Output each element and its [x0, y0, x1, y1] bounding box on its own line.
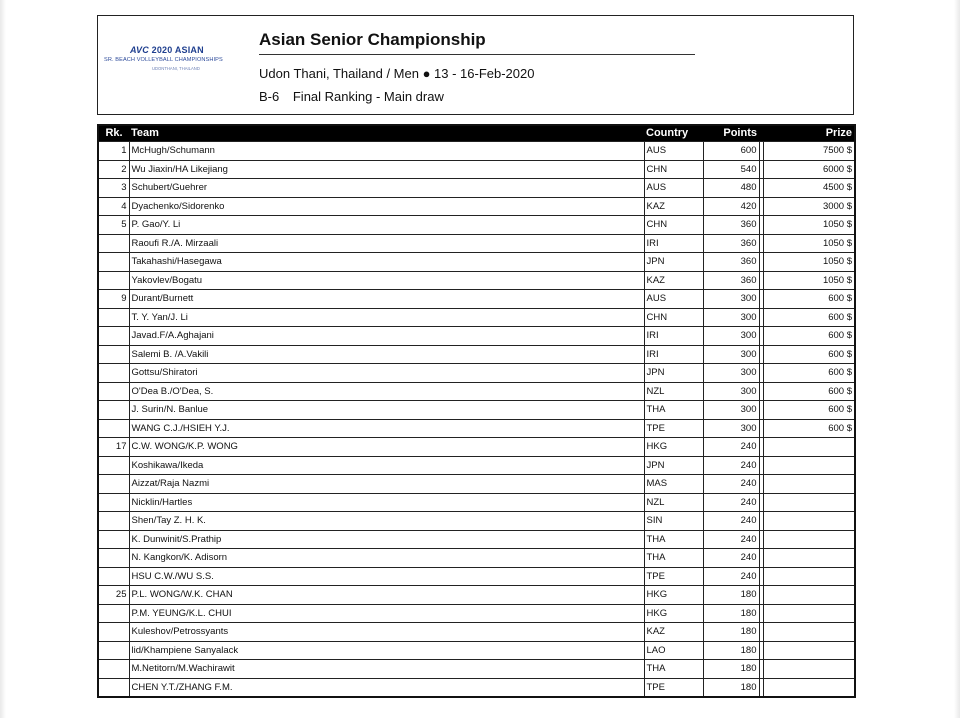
rank-cell: 4 — [98, 197, 129, 216]
rank-cell — [98, 493, 129, 512]
country-cell: NZL — [644, 493, 703, 512]
logo-mark: AVC — [130, 45, 149, 55]
prize-cell: 600 $ — [763, 364, 855, 383]
column-header-points: Points — [703, 125, 759, 142]
team-cell: Kuleshov/Petrossyants — [129, 623, 644, 642]
table-row — [98, 234, 855, 253]
table-row — [98, 512, 855, 531]
page-edge-right — [954, 0, 960, 718]
country-cell: HKG — [644, 604, 703, 623]
team-cell: T. Y. Yan/J. Li — [129, 308, 644, 327]
column-header-team: Team — [129, 125, 644, 142]
prize-cell — [763, 623, 855, 642]
points-cell: 180 — [703, 604, 759, 623]
prize-cell: 1050 $ — [763, 271, 855, 290]
team-cell: WANG C.J./HSIEH Y.J. — [129, 419, 644, 438]
team-cell: J. Surin/N. Banlue — [129, 401, 644, 420]
country-cell: THA — [644, 549, 703, 568]
team-cell: Salemi B. /A.Vakili — [129, 345, 644, 364]
country-cell: AUS — [644, 179, 703, 198]
logo-location: UDONTHANI, THAILAND — [152, 66, 200, 71]
rank-cell — [98, 327, 129, 346]
team-cell: Wu Jiaxin/HA Likejiang — [129, 160, 644, 179]
team-cell: P.L. WONG/W.K. CHAN — [129, 586, 644, 605]
table-row — [98, 179, 855, 198]
team-cell: N. Kangkon/K. Adisorn — [129, 549, 644, 568]
table-row — [98, 308, 855, 327]
championship-logo — [104, 44, 252, 78]
country-cell: THA — [644, 401, 703, 420]
prize-cell: 3000 $ — [763, 197, 855, 216]
rank-cell — [98, 530, 129, 549]
team-cell: Takahashi/Hasegawa — [129, 253, 644, 272]
country-cell: CHN — [644, 160, 703, 179]
team-cell: Yakovlev/Bogatu — [129, 271, 644, 290]
rank-cell — [98, 678, 129, 697]
rank-cell — [98, 475, 129, 494]
prize-cell — [763, 475, 855, 494]
country-cell: IRI — [644, 234, 703, 253]
team-cell: lid/Khampiene Sanyalack — [129, 641, 644, 660]
team-cell: Aizzat/Raja Nazmi — [129, 475, 644, 494]
prize-cell: 600 $ — [763, 308, 855, 327]
table-row — [98, 623, 855, 642]
table-row — [98, 475, 855, 494]
logo-text: 2020 ASIAN — [151, 45, 204, 55]
points-cell: 240 — [703, 493, 759, 512]
team-cell: Dyachenko/Sidorenko — [129, 197, 644, 216]
points-cell: 180 — [703, 660, 759, 679]
country-cell: JPN — [644, 456, 703, 475]
prize-cell: 600 $ — [763, 290, 855, 309]
rank-cell: 2 — [98, 160, 129, 179]
country-cell: AUS — [644, 290, 703, 309]
prize-cell: 600 $ — [763, 382, 855, 401]
ranking-body — [98, 142, 855, 698]
prize-cell: 1050 $ — [763, 234, 855, 253]
points-cell: 240 — [703, 530, 759, 549]
table-row — [98, 456, 855, 475]
table-row — [98, 160, 855, 179]
country-cell: THA — [644, 530, 703, 549]
table-row — [98, 216, 855, 235]
points-cell: 180 — [703, 678, 759, 697]
table-row — [98, 493, 855, 512]
prize-cell — [763, 549, 855, 568]
table-row — [98, 549, 855, 568]
section-code: B-6 — [259, 89, 280, 104]
country-cell: TPE — [644, 567, 703, 586]
team-cell: O'Dea B./O'Dea, S. — [129, 382, 644, 401]
country-cell: KAZ — [644, 623, 703, 642]
country-cell: SIN — [644, 512, 703, 531]
table-row — [98, 197, 855, 216]
table-row — [98, 641, 855, 660]
rank-cell — [98, 271, 129, 290]
country-cell: NZL — [644, 382, 703, 401]
table-row — [98, 660, 855, 679]
title-divider — [259, 54, 695, 55]
rank-cell — [98, 641, 129, 660]
rank-cell: 25 — [98, 586, 129, 605]
team-cell: Raoufi R./A. Mirzaali — [129, 234, 644, 253]
points-cell: 300 — [703, 419, 759, 438]
points-cell: 240 — [703, 567, 759, 586]
prize-cell: 4500 $ — [763, 179, 855, 198]
points-cell: 360 — [703, 216, 759, 235]
team-cell: Durant/Burnett — [129, 290, 644, 309]
team-cell: HSU C.W./WU S.S. — [129, 567, 644, 586]
table-row — [98, 345, 855, 364]
table-row — [98, 364, 855, 383]
points-cell: 300 — [703, 308, 759, 327]
points-cell: 360 — [703, 253, 759, 272]
country-cell: AUS — [644, 142, 703, 161]
prize-cell: 6000 $ — [763, 160, 855, 179]
points-cell: 240 — [703, 512, 759, 531]
table-row — [98, 253, 855, 272]
prize-cell: 600 $ — [763, 327, 855, 346]
rank-cell — [98, 253, 129, 272]
points-cell: 480 — [703, 179, 759, 198]
table-row — [98, 419, 855, 438]
country-cell: HKG — [644, 438, 703, 457]
country-cell: TPE — [644, 419, 703, 438]
prize-cell: 1050 $ — [763, 216, 855, 235]
points-cell: 600 — [703, 142, 759, 161]
rank-cell — [98, 549, 129, 568]
prize-cell — [763, 456, 855, 475]
table-header-row — [98, 125, 855, 142]
column-header-country: Country — [644, 125, 703, 142]
country-cell: JPN — [644, 253, 703, 272]
points-cell: 180 — [703, 586, 759, 605]
country-cell: THA — [644, 660, 703, 679]
rank-cell — [98, 308, 129, 327]
prize-cell: 600 $ — [763, 401, 855, 420]
points-cell: 300 — [703, 382, 759, 401]
table-row — [98, 142, 855, 161]
team-cell: M.Netitorn/M.Wachirawit — [129, 660, 644, 679]
team-cell: Schubert/Guehrer — [129, 179, 644, 198]
rank-cell — [98, 234, 129, 253]
points-cell: 180 — [703, 623, 759, 642]
points-cell: 240 — [703, 456, 759, 475]
section-title: Final Ranking - Main draw — [292, 89, 444, 104]
team-cell: McHugh/Schumann — [129, 142, 644, 161]
points-cell: 240 — [703, 475, 759, 494]
points-cell: 300 — [703, 290, 759, 309]
country-cell: KAZ — [644, 271, 703, 290]
points-cell: 240 — [703, 549, 759, 568]
rank-cell: 3 — [98, 179, 129, 198]
table-row — [98, 271, 855, 290]
prize-cell — [763, 678, 855, 697]
team-cell: CHEN Y.T./ZHANG F.M. — [129, 678, 644, 697]
country-cell: IRI — [644, 327, 703, 346]
prize-cell — [763, 493, 855, 512]
event-details: Udon Thani, Thailand / Men ● 13 - 16-Feb-2020 — [259, 66, 535, 81]
table-row — [98, 401, 855, 420]
points-cell: 300 — [703, 401, 759, 420]
prize-cell: 600 $ — [763, 419, 855, 438]
points-cell: 240 — [703, 438, 759, 457]
prize-cell — [763, 512, 855, 531]
prize-cell: 1050 $ — [763, 253, 855, 272]
rank-cell: 5 — [98, 216, 129, 235]
points-cell: 420 — [703, 197, 759, 216]
table-row — [98, 530, 855, 549]
rank-cell: 1 — [98, 142, 129, 161]
points-cell: 360 — [703, 234, 759, 253]
country-cell: CHN — [644, 308, 703, 327]
points-cell: 300 — [703, 327, 759, 346]
rank-cell — [98, 345, 129, 364]
prize-cell — [763, 438, 855, 457]
team-cell: Shen/Tay Z. H. K. — [129, 512, 644, 531]
rank-cell — [98, 512, 129, 531]
prize-cell — [763, 530, 855, 549]
team-cell: P.M. YEUNG/K.L. CHUI — [129, 604, 644, 623]
country-cell: KAZ — [644, 197, 703, 216]
country-cell: LAO — [644, 641, 703, 660]
points-cell: 300 — [703, 345, 759, 364]
rank-cell: 9 — [98, 290, 129, 309]
points-cell: 360 — [703, 271, 759, 290]
team-cell: P. Gao/Y. Li — [129, 216, 644, 235]
table-row — [98, 382, 855, 401]
points-cell: 540 — [703, 160, 759, 179]
rank-cell — [98, 364, 129, 383]
table-row — [98, 290, 855, 309]
rank-cell — [98, 382, 129, 401]
table-row — [98, 586, 855, 605]
rank-cell — [98, 604, 129, 623]
document-title: Asian Senior Championship — [259, 30, 486, 49]
rank-cell — [98, 567, 129, 586]
rank-cell — [98, 623, 129, 642]
prize-cell — [763, 567, 855, 586]
points-cell: 300 — [703, 364, 759, 383]
prize-cell — [763, 641, 855, 660]
country-cell: HKG — [644, 586, 703, 605]
column-header-rank: Rk. — [98, 125, 129, 142]
prize-cell — [763, 604, 855, 623]
table-row — [98, 327, 855, 346]
country-cell: MAS — [644, 475, 703, 494]
team-cell: C.W. WONG/K.P. WONG — [129, 438, 644, 457]
team-cell: Koshikawa/Ikeda — [129, 456, 644, 475]
ranking-table — [97, 124, 856, 698]
points-cell: 180 — [703, 641, 759, 660]
table-row — [98, 604, 855, 623]
rank-cell: 17 — [98, 438, 129, 457]
prize-cell — [763, 660, 855, 679]
table-row — [98, 567, 855, 586]
country-cell: JPN — [644, 364, 703, 383]
column-header-prize: Prize — [763, 125, 855, 142]
section-heading — [259, 89, 444, 104]
team-cell: Gottsu/Shiratori — [129, 364, 644, 383]
rank-cell — [98, 456, 129, 475]
rank-cell — [98, 660, 129, 679]
page-edge-left — [0, 0, 6, 718]
team-cell: K. Dunwinit/S.Prathip — [129, 530, 644, 549]
country-cell: CHN — [644, 216, 703, 235]
table-row — [98, 678, 855, 697]
logo-title — [130, 45, 204, 55]
prize-cell — [763, 586, 855, 605]
prize-cell: 600 $ — [763, 345, 855, 364]
logo-subtitle: SR. BEACH VOLLEYBALL CHAMPIONSHIPS — [104, 57, 223, 63]
country-cell: TPE — [644, 678, 703, 697]
country-cell: IRI — [644, 345, 703, 364]
team-cell: Nicklin/Hartles — [129, 493, 644, 512]
team-cell: Javad.F/A.Aghajani — [129, 327, 644, 346]
table-row — [98, 438, 855, 457]
document-header — [97, 15, 854, 115]
prize-cell: 7500 $ — [763, 142, 855, 161]
rank-cell — [98, 419, 129, 438]
rank-cell — [98, 401, 129, 420]
